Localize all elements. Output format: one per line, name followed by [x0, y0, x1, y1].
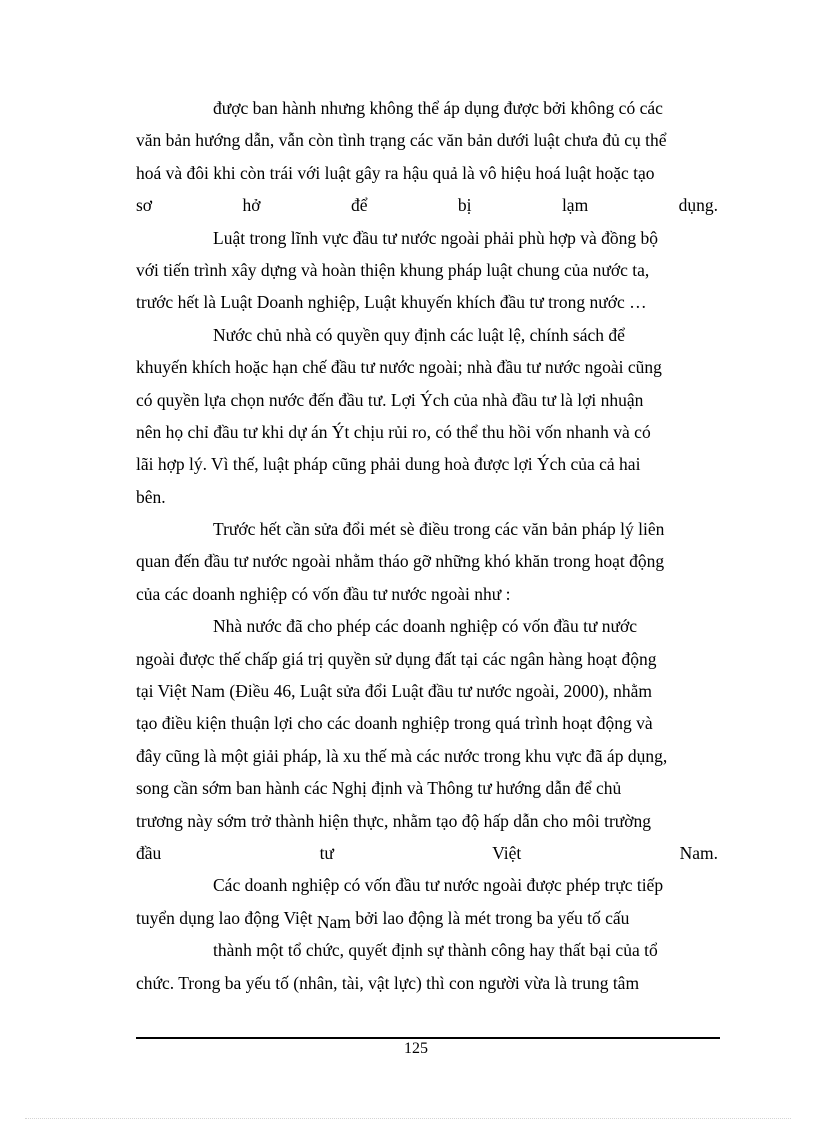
- text-line: tại Việt Nam (Điều 46, Luật sửa đổi Luật đầu tư nước ngoài, 2000), nhằm: [136, 681, 653, 702]
- text-line-spread: [136, 189, 718, 221]
- text-line: khuyến khích hoặc hạn chế đầu tư nước ngoài; nhà đầu tư nước ngoài cũng: [136, 357, 662, 378]
- text-fragment: bởi lao động là mét trong ba yếu tố cấu: [350, 907, 630, 928]
- text-line: ngoài được thế chấp giá trị quyền sử dụng đất tại các ngân hàng hoạt động: [136, 648, 657, 669]
- text-line: đây cũng là một giải pháp, là xu thế mà các nước trong khu vực đã áp dụng,: [136, 745, 668, 766]
- text-line: chức. Trong ba yếu tố (nhân, tài, vật lực) thì con người vừa là trung tâm: [136, 972, 640, 993]
- text-line: thành một tổ chức, quyết định sự thành công hay thất bại của tổ: [213, 940, 658, 961]
- text-line: với tiến trình xây dựng và hoàn thiện khung pháp luật chung của nước ta,: [136, 259, 650, 280]
- word: lạm: [561, 195, 589, 216]
- word: Nam.: [679, 842, 718, 863]
- text-line: của các doanh nghiệp có vốn đầu tư nước ngoài như :: [136, 583, 511, 604]
- page-number: 125: [404, 1040, 428, 1057]
- text-line: được ban hành nhưng không thể áp dụng được bởi không có các: [213, 98, 663, 118]
- text-line: văn bản hướng dẫn, vẫn còn tình trạng các văn bản dưới luật chưa đủ cụ thể: [136, 130, 667, 151]
- text-line: Trước hết cần sửa đổi mét sè điều trong các văn bản pháp lý liên: [213, 519, 665, 540]
- text-line: trước hết là Luật Doanh nghiệp, Luật khuyến khích đầu tư trong nước …: [136, 292, 647, 313]
- word: đầu: [136, 842, 162, 863]
- word: Việt: [492, 842, 522, 863]
- word: tư: [319, 842, 334, 863]
- text-line: lãi hợp lý. Vì thế, luật pháp cũng phải dung hoà được lợi Ých của cả hai: [136, 454, 641, 475]
- word: để: [350, 195, 368, 216]
- text-line: có quyền lựa chọn nước đến đầu tư. Lợi Ých của nhà đầu tư là lợi nhuận: [136, 389, 644, 410]
- text-line: trương này sớm trở thành hiện thực, nhằm tạo độ hấp dẫn cho môi trường: [136, 810, 652, 831]
- text-line: Các doanh nghiệp có vốn đầu tư nước ngoài được phép trực tiếp: [213, 875, 664, 896]
- word: bị: [457, 195, 472, 216]
- text-line: tạo điều kiện thuận lợi cho các doanh nghiệp trong quá trình hoạt động và: [136, 713, 653, 734]
- text-line: quan đến đầu tư nước ngoài nhằm tháo gỡ những khó khăn trong hoạt động: [136, 551, 665, 572]
- text-line: song cần sớm ban hành các Nghị định và Thông tư hướng dẫn để chủ: [136, 778, 622, 799]
- word: hở: [242, 195, 261, 216]
- word: sơ: [136, 195, 153, 216]
- word: dụng.: [678, 195, 718, 216]
- text-line: bên.: [136, 486, 166, 507]
- text-line: Nhà nước đã cho phép các doanh nghiệp có vốn đầu tư nước: [213, 616, 638, 637]
- text-line: Nước chủ nhà có quyền quy định các luật lệ, chính sách để: [213, 324, 625, 345]
- text-fragment-lowered: Nam: [316, 911, 351, 932]
- text-line: Luật trong lĩnh vực đầu tư nước ngoài phải phù hợp và đồng bộ: [213, 227, 659, 248]
- text-line-spread: [136, 837, 718, 869]
- text-line: nên họ chỉ đầu tư khi dự án Ýt chịu rủi ro, có thể thu hồi vốn nhanh và có: [136, 421, 651, 442]
- page-bottom-border: [25, 1118, 791, 1119]
- text-line: hoá và đôi khi còn trái với luật gây ra hậu quả là vô hiệu hoá luật hoặc tạo: [136, 162, 655, 183]
- text-fragment: tuyển dụng lao động Việt: [136, 907, 317, 928]
- text-line-recruit: [136, 902, 718, 934]
- body-text: [136, 92, 718, 999]
